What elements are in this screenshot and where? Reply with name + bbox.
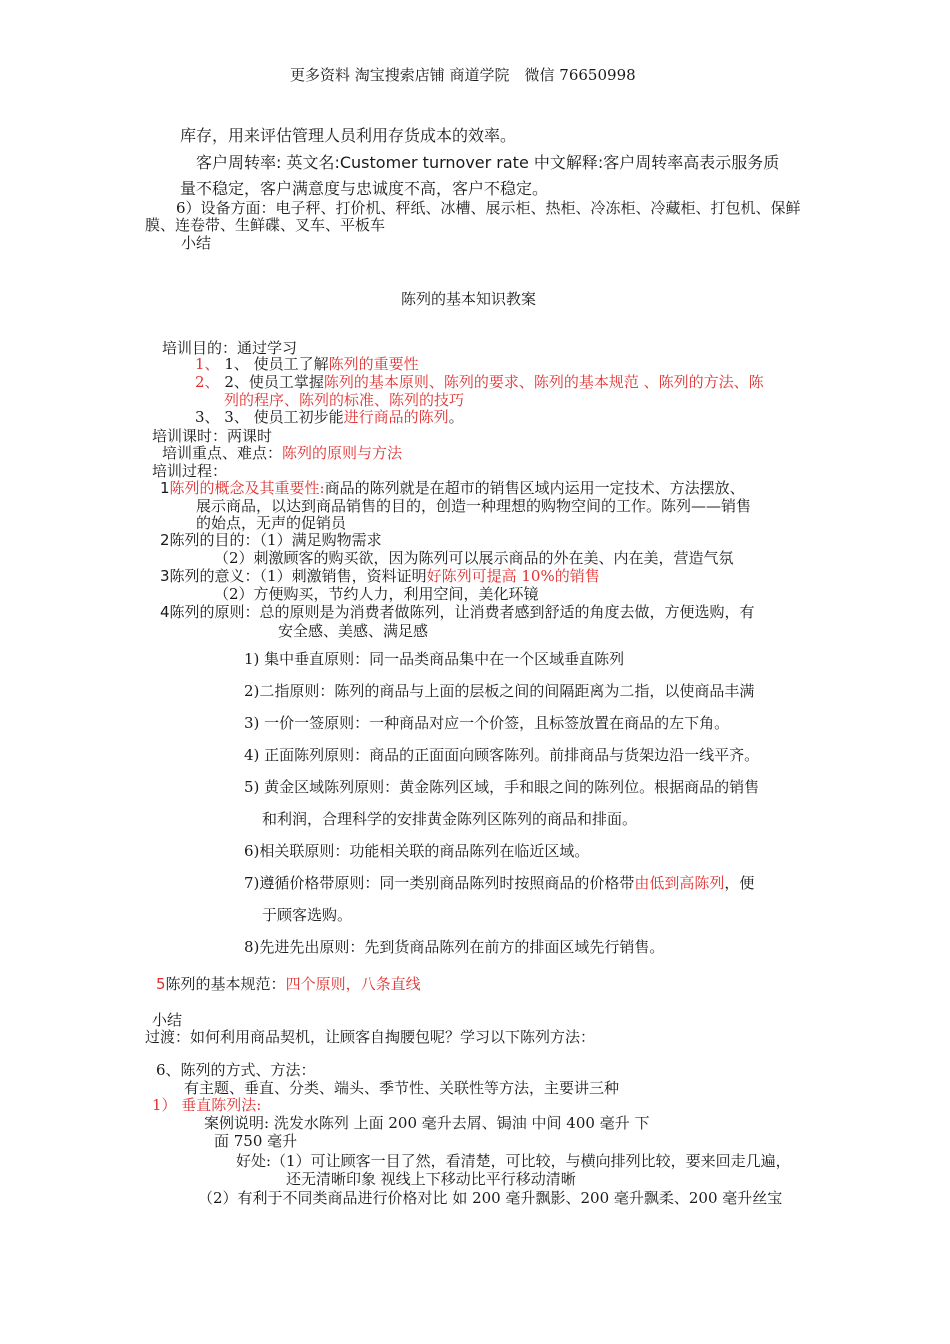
purpose-item-1-highlight: 陈列的重要性 xyxy=(328,355,419,373)
section-4-num: 4 xyxy=(160,603,170,621)
training-focus xyxy=(162,444,402,462)
section-2-text: 陈列的目的：（1）满足购物需求 xyxy=(169,531,382,549)
principle-8: 8)先进先出原则：先到货商品陈列在前方的排面区域先行销售。 xyxy=(244,938,665,956)
section-5-highlight: 四个原则，八条直线 xyxy=(285,975,421,993)
purpose-item-3-end: 。 xyxy=(448,408,464,426)
method-1-title: 1） 垂直陈列法: xyxy=(152,1096,262,1114)
purpose-item-2 xyxy=(195,373,764,391)
purpose-item-2-cont: 列的程序、陈列的标准、陈列的技巧 xyxy=(224,391,465,409)
benefit-line-2: 还无清晰印象 视线上下移动比平行移动清晰 xyxy=(286,1170,576,1188)
principle-7 xyxy=(244,874,754,892)
page-header: 更多资料 淘宝搜索店铺 商道学院 微信 76650998 xyxy=(290,66,636,84)
purpose-item-2-text: 2、使员工掌握 xyxy=(224,373,324,391)
intro-line-2: 客户周转率: 英文名:Customer turnover rate 中文解释:客户周转率高表示服务质 xyxy=(196,153,780,172)
section-3-num: 3 xyxy=(160,567,170,585)
section-5-num: 5 xyxy=(156,975,166,993)
section-4-line-1 xyxy=(160,603,755,621)
principle-5: 5) 黄金区域陈列原则：黄金陈列区域，手和眼之间的陈列位。根据商品的销售 xyxy=(244,778,760,796)
section-4-text: 陈列的原则：总的原则是为消费者做陈列，让消费者感到舒适的角度去做，方便选购，有 xyxy=(169,603,755,621)
principle-5-cont: 和利润，合理科学的安排黄金陈列区陈列的商品和排面。 xyxy=(262,810,638,828)
equipment-line-1: 6）设备方面：电子秤、打价机、秤纸、冰槽、展示柜、热柜、冷冻柜、冷藏柜、打包机、保鲜 xyxy=(176,199,801,217)
purpose-item-3-highlight: 进行商品的陈列 xyxy=(343,408,449,426)
section-5 xyxy=(156,975,421,993)
section-1-text: 商品的陈列就是在超市的销售区域内运用一定技术、方法摆放、 xyxy=(324,479,745,497)
case-line-1: 案例说明: 洗发水陈列 上面 200 毫升去屑、锔油 中间 400 毫升 下 xyxy=(204,1114,650,1132)
focus-highlight: 陈列的原则与方法 xyxy=(282,444,403,462)
principle-2: 2)二指原则：陈列的商品与上面的层板之间的间隔距离为二指，以使商品丰满 xyxy=(244,682,755,700)
section-1-line-1 xyxy=(160,479,745,497)
section-1-num: 1 xyxy=(160,479,170,497)
section-1-title: 陈列的概念及其重要性: xyxy=(169,479,325,497)
page-title: 陈列的基本知识教案 xyxy=(401,290,537,308)
purpose-item-1-text: 1、 使员工了解 xyxy=(224,355,329,373)
training-process: 培训过程： xyxy=(152,462,228,480)
principle-6: 6)相关联原则：功能相关联的商品陈列在临近区域。 xyxy=(244,842,590,860)
benefit-line-3: （2）有利于不同类商品进行价格对比 如 200 毫升飘影、200 毫升飘柔、200 毫升丝宝 xyxy=(198,1189,783,1207)
focus-label: 培训重点、难点： xyxy=(162,444,283,462)
principle-3: 3) 一价一签原则：一种商品对应一个价签，且标签放置在商品的左下角。 xyxy=(244,714,730,732)
purpose-item-1-num: 1、 xyxy=(195,355,220,373)
purpose-item-2-highlight: 陈列的基本原则、陈列的要求、陈列的基本规范 、陈列的方法、陈 xyxy=(323,373,764,391)
principle-1: 1) 集中垂直原则：同一品类商品集中在一个区域垂直陈列 xyxy=(244,650,625,668)
purpose-item-1 xyxy=(195,355,419,373)
section-3-text: 陈列的意义：（1）刺激销售，资料证明 xyxy=(169,567,427,585)
summary-label: 小结 xyxy=(181,234,212,252)
section-3-highlight: 好陈列可提高 10%的销售 xyxy=(426,567,600,585)
purpose-item-2-num: 2、 xyxy=(195,373,220,391)
transition-text: 过渡：如何利用商品契机，让顾客自掏腰包呢？学习以下陈列方法： xyxy=(145,1028,596,1046)
section-1-line-2: 展示商品，以达到商品销售的目的，创造一种理想的购物空间的工作。陈列——销售 xyxy=(196,497,752,515)
section-6-text: 有主题、垂直、分类、端头、季节性、关联性等方法，主要讲三种 xyxy=(184,1079,620,1097)
case-line-2: 面 750 毫升 xyxy=(214,1132,298,1150)
intro-line-3: 量不稳定，客户满意度与忠诚度不高，客户不稳定。 xyxy=(180,179,549,198)
section-6-title: 6、陈列的方式、方法： xyxy=(156,1061,316,1079)
equipment-line-2: 膜、连卷带、生鲜碟、叉车、平板车 xyxy=(145,216,386,234)
intro-line-1: 库存，用来评估管理人员利用存货成本的效率。 xyxy=(180,126,517,145)
training-hours: 培训课时：两课时 xyxy=(152,427,273,445)
section-2-num: 2 xyxy=(160,531,170,549)
principle-7-cont: 于顾客选购。 xyxy=(262,906,353,924)
section-4-line-2: 安全感、美感、满足感 xyxy=(278,622,429,640)
principle-7-end: ，便 xyxy=(724,874,755,892)
purpose-label: 培训目的：通过学习 xyxy=(162,339,298,357)
benefit-line-1: 好处:（1）可让顾客一目了然，看清楚，可比较，与横向排列比较，要来回走几遍， xyxy=(236,1152,791,1170)
section-3-line-1 xyxy=(160,567,600,585)
principle-4: 4) 正面陈列原则：商品的正面面向顾客陈列。前排商品与货架边沿一线平齐。 xyxy=(244,746,760,764)
section-2-line-2: （2）刺激顾客的购买欲，因为陈列可以展示商品的外在美、内在美，营造气氛 xyxy=(214,549,734,567)
principle-7-highlight: 由低到高陈列 xyxy=(634,874,725,892)
principle-7-text: 7)遵循价格带原则：同一类别商品陈列时按照商品的价格带 xyxy=(244,874,635,892)
purpose-item-3-text: 3、 3、 使员工初步能 xyxy=(195,408,344,426)
section-3-line-2: （2）方便购买，节约人力，利用空间，美化环镜 xyxy=(214,585,539,603)
purpose-item-3 xyxy=(195,408,464,426)
section-5-text: 陈列的基本规范： xyxy=(165,975,286,993)
section-1-line-3: 的始点，无声的促销员 xyxy=(196,514,347,532)
summary-label-2: 小结 xyxy=(152,1011,183,1029)
section-2-line-1 xyxy=(160,531,382,549)
